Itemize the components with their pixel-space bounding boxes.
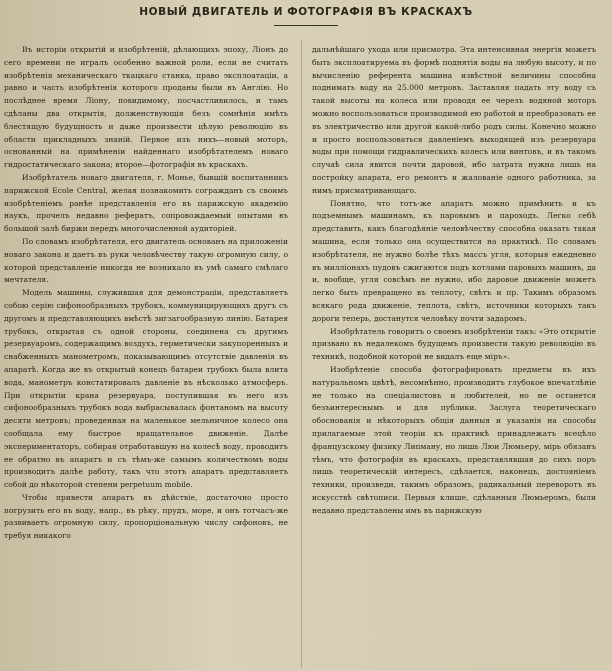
paragraph: Изобрѣтеніе способа фотографировать предметы въ ихъ натуральномъ цвѣтѣ, несомнѣнно, производитъ глубокое впечатлѣніе не только на спеціалистовъ и любителей, но не останется безъинтереснымъ и для публики. Заслуга теоретическаго обоснованія и нѣкоторыхъ общія данныя и указанія на способы прилагаемые этой теоріи къ практикѣ принадлежатъ всецѣло французскому физику Липману, но лишь Люи Люмьеру, мірь обязанъ тѣмъ, что фотографія въ краскахъ, представлявшая до сихъ поръ лишь теоретическій интересъ, сдѣлается, наконецъ, достояніемъ техники, произведи, такимъ образомъ, радикальный переворотъ въ искусствѣ свѣтописи. Первыя клише, сдѣланныя Люмьеромъ, были недавно представлены имъ въ парижскую — [312, 364, 596, 515]
right-column — [312, 44, 596, 669]
paragraph: дальнѣйшаго ухода или присмотра. Эта интенсивная энергія можетъ быть эксплоатируема въ формѣ поднятія воды на любую высоту, и по вычисленію референта машина извѣстной величины способна поднимать воду на 25.000 метровъ. Заставляя падать эту воду съ такой высоты на колеса или проводя ее черезъ водяной моторъ можно воспользоваться производимой ею работой и преобразовать ее въ электричество или другой какой-либо родъ силы. Конечно можно и просто воспользоваться давленіемъ выходящей изъ резервуара воды при помощи гидравлическихъ колесъ или винтовъ, и въ такомъ случаѣ сила явится почти даровой, ибо затрата нужна лишь на постройку апарата, его ремонтъ и жалованіе одного работника, за нимъ присматривающаго. — [312, 45, 596, 195]
left-column — [4, 44, 288, 669]
paragraph: Въ исторіи открытій и изобрѣтеній, дѣлающихъ эпоху, Ліонъ до сего времени не игралъ особенно важной роли, если не считать изобрѣтенія механическаго ткацкаго станка, право эксплоатаціи, а равно и часть изобрѣтенія которого проданы были въ Англію. Но послѣднее время Ліону, повидимому, посчастливилось, и тамъ сдѣланы два открытія, долженствующія безъ сомнѣнія имѣть блестящую будущность и даже произвести цѣлую революцію въ области прикладныхъ знаній. Первое изъ нихъ—новый моторъ, основанный на примѣненіи найденнаго изобрѣтателемъ новаго гидростатическаго закона; второе—фотографія въ краскахъ. — [4, 45, 288, 170]
title-rule — [274, 25, 338, 26]
article-header — [0, 6, 612, 26]
paragraph: Изобрѣтатель новаго двигателя, г. Монье, бывшій воспитанникъ парижской Ecole Central, желая познакомить согражданъ съ своимъ изобрѣтеніемъ ранѣе представленія его въ парижскую академію наукъ, прочелъ недавно рефератъ, сопровождаемый опытами въ большой залѣ биржи передъ многочисленной аудиторіей. — [4, 172, 288, 234]
article-title: НОВЫЙ ДВИГАТЕЛЬ И ФОТОГРАФІЯ ВЪ КРАСКАХЪ — [139, 6, 473, 18]
paragraph: Понятно, что тотъ-же апаратъ можно примѣнить и къ подъемнымъ машинамъ, къ паровымъ и пароходъ. Легко себѣ представить, какъ благодѣяніе человѣчеству способна оказать такая машина, если только она осуществится на практикѣ. По словамъ изобрѣтателя, не нужно болѣе тѣхъ массъ угля, которыя ежедневно въ милліонахъ пудовъ сжигаются подъ котлами паровыхъ машинъ, да и, вообще, угля совсѣмъ не нужно, ибо даровое движеніе можетъ легко быть превращено въ теплоту, свѣтъ и пр. Такимъ образомъ всякаго рода движеніе, теплота, свѣтъ, источники которыхъ такъ дороги теперь, достанутся человѣку почти задаромъ. — [312, 198, 596, 323]
paragraph: По словамъ изобрѣтателя, его двигатель основанъ на приложеніи новаго закона и даетъ въ руки человѣчеству такую огромную силу, о которой представленіе никогда не возникало въ умѣ самаго смѣлаго мечтателя. — [4, 236, 288, 285]
paragraph: Чтобы привести апаратъ въ дѣйствіе, достаточно просто погрузить его въ воду, напр., въ рѣку, прудъ, море, и онъ тотчасъ-же развиваетъ огромную силу, пропорціональную числу сифоновъ, не требуя никакого — [4, 492, 288, 541]
paragraph: Изобрѣтатель говоритъ о своемъ изобрѣтеніи такъ: «Это открытіе призвано въ недалекомъ будущемъ произвести такую революцію въ техникѣ, подобной которой не видалъ еще міръ». — [312, 326, 596, 362]
paragraph: Модель машины, служившая для демонстраціи, представляетъ собою серію сифонообразныхъ трубокъ, коммуницирующихъ другъ съ другомъ и представляющихъ вмѣстѣ зигзагообразную линію. Батарея трубокъ, открытая съ одной стороны, соединена съ другимъ резервуаромъ, содержащимъ воздухъ, герметически закупоренныхъ и снабженныхъ манометромъ, показывающимъ отсутствіе давленія въ апаратѣ. Когда же въ открытый конецъ батареи трубокъ была влита вода, манометръ констатировалъ давленіе въ нѣсколько атмосферъ. При открытіи крана резервуара, поступившая въ него изъ сифонообразныхъ трубокъ вода выбрасывалась фонтаномъ на высоту десяти метровъ; проведенная на маленькое мельничное колесо она сообщала ему быстрое вращательное движеніе. Далѣе экспериментаторъ, собирая отработавшую на колесѣ воду, проводитъ ее обратно въ апаратъ и съ тѣмъ-же самымъ количествомъ воды производитъ далѣе работу, такъ что этотъ апаратъ представляетъ собой до нѣкоторой степени perpetuum mobile. — [4, 288, 288, 490]
column-divider — [301, 40, 302, 668]
